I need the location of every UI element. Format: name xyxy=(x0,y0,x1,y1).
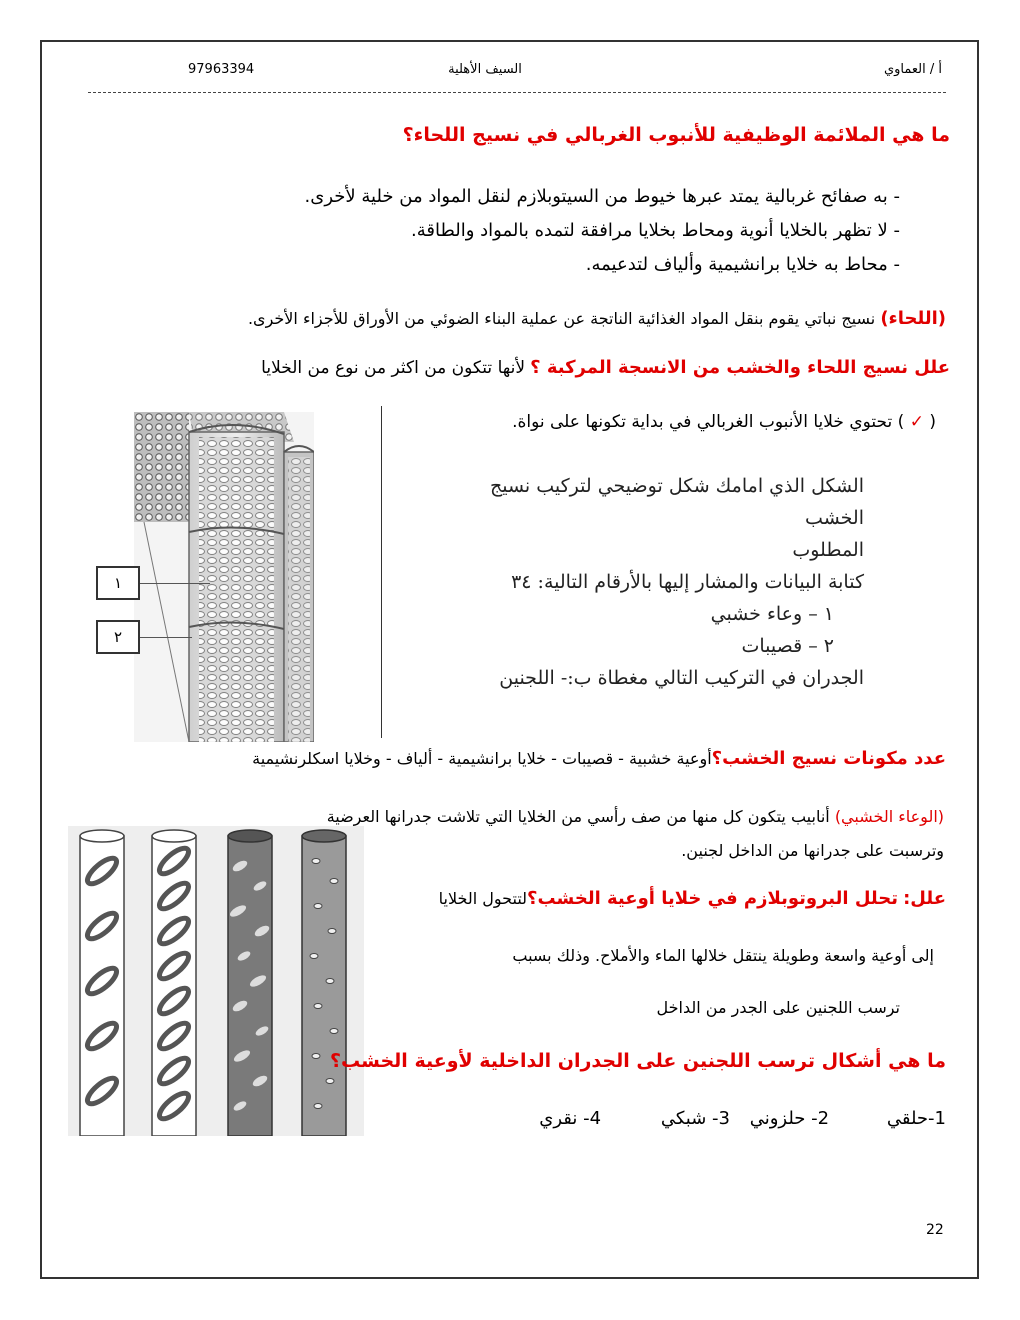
figure-label-1: ١ xyxy=(96,566,140,600)
lignin-form: 1-حلقي xyxy=(886,1108,946,1129)
compound-row xyxy=(261,357,950,378)
true-false-statement: ( ✓ ) تحتوي خلايا الأنبوب الغربالي في بداية تكونها على نواة. xyxy=(512,412,936,432)
protoplasm-row xyxy=(439,888,946,909)
phloem-def-text: نسيج نباتي يقوم بنقل المواد الغذائية الناتجة عن عملية البناء الضوئي من الأوراق للأجزاء الأخرى. xyxy=(247,309,876,328)
compound-answer: لأنها تتكون من اكثر من نوع من الخلايا xyxy=(261,358,526,378)
check-mark-icon: ✓ xyxy=(909,412,924,432)
protoplasm-label: علل: xyxy=(903,888,946,909)
phloem-bullet: - لا تظهر بالخلايا أنوية ومحاط بخلايا مرافقة لتمده بالمواد والطاقة. xyxy=(411,220,900,241)
phloem-bullet: - محاط به خلايا برانشيمية وألياف لتدعيمه. xyxy=(585,254,900,275)
xylem-question: عدد مكونات نسيج الخشب؟ xyxy=(711,748,946,769)
xylem-tissue-figure xyxy=(134,412,314,742)
figure-label-2: ٢ xyxy=(96,620,140,654)
vessel-types-figure xyxy=(68,826,364,1136)
xylem-answer: أوعية خشبية - قصيبات - خلايا برانشيمية - ألياف - وخلايا اسكلرنشيمية xyxy=(252,749,712,768)
lignin-vessel-illustration xyxy=(68,826,364,1136)
figure-task-line: المطلوب xyxy=(792,539,864,561)
phloem-bullet: - به صفائح غربالية يمتد عبرها خيوط من السيتوبلازم لنقل المواد من خلية لأخرى. xyxy=(304,186,900,207)
figure-task-line: الشكل الذي امامك شكل توضيحي لتركيب نسيج xyxy=(489,475,864,497)
pointer-line-1 xyxy=(140,583,210,584)
lignin-form: 3- شبكي xyxy=(660,1108,730,1129)
lignin-question: ما هي أشكال ترسب اللجنين على الجدران الداخلية لأوعية الخشب؟ xyxy=(330,1050,946,1072)
phloem-definition xyxy=(248,308,946,329)
figure-task-line: الجدران في التركيب التالي مغطاة ب:- اللجنين xyxy=(499,667,864,689)
pointer-line-2 xyxy=(140,637,192,638)
header-school: السيف الأهلية xyxy=(448,62,522,77)
lignin-form: 2- حلزوني xyxy=(749,1108,830,1129)
page-number: 22 xyxy=(926,1222,944,1238)
header-teacher: أ / العماوي xyxy=(883,62,942,77)
protoplasm-answer-line3: ترسب اللجنين على الجدر من الداخل xyxy=(656,998,900,1017)
header-divider xyxy=(88,92,946,93)
figure-task-block xyxy=(490,470,864,694)
column-divider xyxy=(381,406,382,738)
figure-task-line: ١ – وعاء خشبي xyxy=(710,603,834,625)
header-phone: 97963394 xyxy=(188,62,255,77)
phloem-bullets xyxy=(305,180,900,282)
lignin-form: 4- نقري xyxy=(539,1108,602,1129)
xylem-components-row xyxy=(252,748,946,769)
protoplasm-question: تحلل البروتوبلازم في خلايا أوعية الخشب؟ xyxy=(527,888,898,909)
compound-question: علل نسيج اللحاء والخشب من الانسجة المركبة ؟ xyxy=(530,357,950,378)
vessel-definition: (الوعاء الخشبي) أنابيب يتكون كل منها من صف رأسي من الخلايا التي تلاشت جدرانها العرضية وترسبت على جدرانها من الداخل لجنين. xyxy=(326,807,944,860)
vessel-term: (الوعاء الخشبي) xyxy=(834,807,944,826)
figure-task-line: كتابة البيانات والمشار إليها بالأرقام التالية: ٣٤ xyxy=(511,571,864,593)
xylem-tissue-illustration xyxy=(134,412,314,742)
protoplasm-answer-line2: إلى أوعية واسعة وطويلة ينتقل خلالها الماء والأملاح. وذلك بسبب xyxy=(512,946,934,965)
lignin-forms-row xyxy=(539,1108,946,1129)
phloem-term: (اللحاء) xyxy=(880,308,946,329)
phloem-question: ما هي الملائمة الوظيفية للأنبوب الغربالي في نسيج اللحاء؟ xyxy=(402,124,950,146)
figure-task-line: الخشب xyxy=(805,507,864,529)
figure-task-line: ٢ – قصيبات xyxy=(741,635,834,657)
protoplasm-answer: لتتحول الخلايا xyxy=(438,889,528,908)
